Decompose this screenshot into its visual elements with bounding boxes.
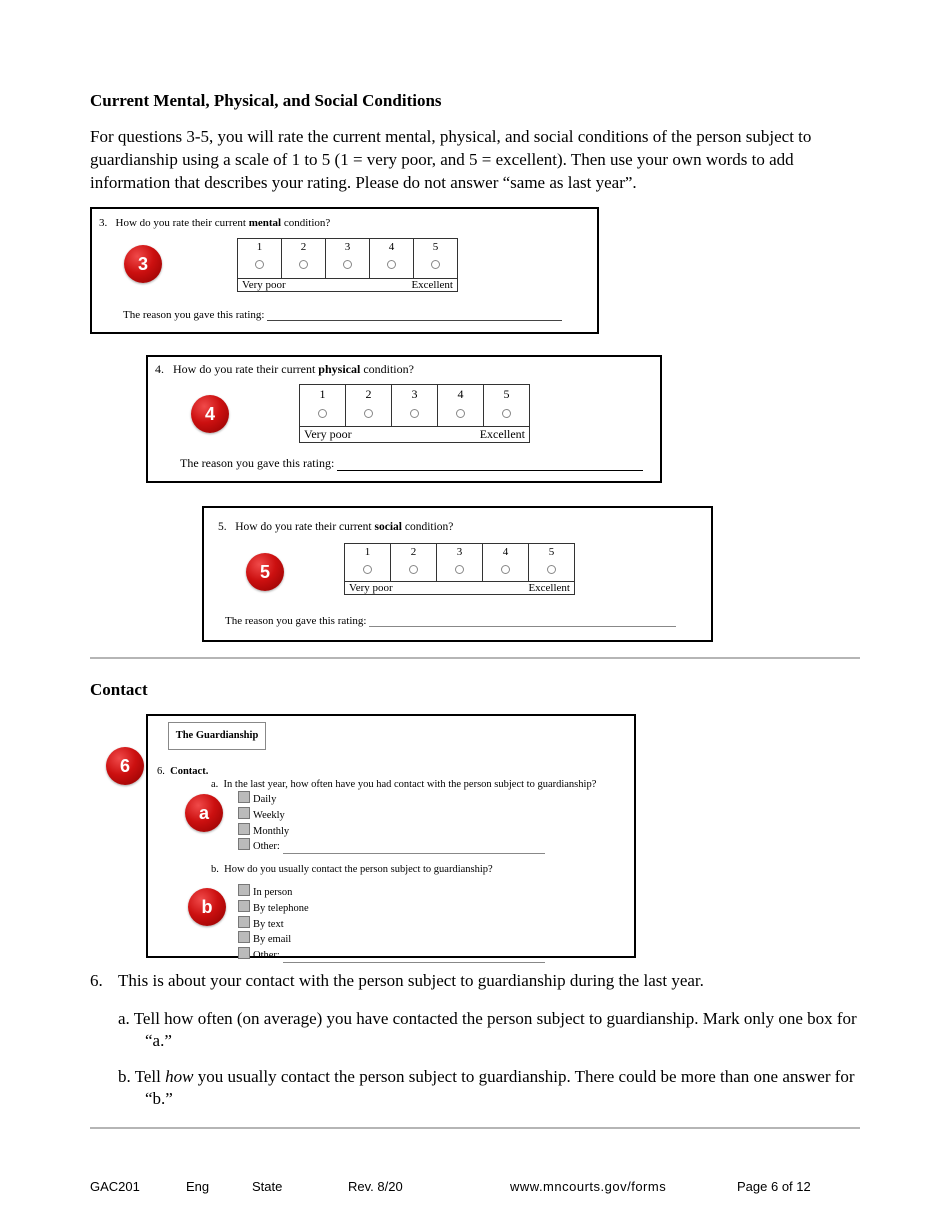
footer-url[interactable]: www.mncourts.gov/forms: [510, 1179, 667, 1194]
rating-option-5[interactable]: 5: [484, 385, 530, 427]
rating-scale-4: [299, 384, 530, 443]
question-b-badge: b: [188, 888, 226, 926]
rating-option-5[interactable]: 5: [529, 544, 575, 582]
reason-field-4[interactable]: The reason you gave this rating:: [180, 456, 643, 471]
rating-option-2[interactable]: 2: [346, 385, 392, 427]
question-5-box: [202, 506, 713, 642]
instruction-b: b. Tell how you usually contact the person subject to guardianship. There could be more than one answer for “b.”: [118, 1067, 855, 1108]
rating-option-2[interactable]: 2: [282, 239, 326, 279]
rating-option-1[interactable]: 1: [345, 544, 391, 582]
checkbox-icon: [238, 791, 250, 803]
checkbox-icon: [238, 807, 250, 819]
radio-icon[interactable]: [502, 409, 511, 418]
instruction-main: 6. This is about your contact with the person subject to guardianship during the last year.: [90, 971, 704, 990]
rating-scale-3: [237, 238, 458, 292]
footer-form-id: GAC201: [90, 1179, 140, 1194]
radio-icon[interactable]: [501, 565, 510, 574]
question-5-text: 5. How do you rate their current social condition?: [218, 521, 454, 533]
option-email[interactable]: By email: [238, 931, 545, 947]
contact-question-label: 6. Contact.: [157, 766, 209, 777]
rating-scale-5: [344, 543, 575, 595]
radio-icon[interactable]: [318, 409, 327, 418]
reason-field-5[interactable]: The reason you gave this rating:: [225, 615, 676, 627]
radio-icon[interactable]: [343, 260, 352, 269]
section-title-contact: Contact: [90, 680, 148, 699]
option-in-person[interactable]: In person: [238, 884, 545, 900]
checkbox-icon: [238, 900, 250, 912]
checkbox-icon: [238, 947, 250, 959]
checkbox-icon: [238, 916, 250, 928]
radio-icon[interactable]: [456, 409, 465, 418]
question-6-badge: 6: [106, 747, 144, 785]
option-monthly[interactable]: Monthly: [238, 823, 545, 839]
radio-icon[interactable]: [363, 565, 372, 574]
option-daily[interactable]: Daily: [238, 791, 545, 807]
rating-option-5[interactable]: 5: [414, 239, 458, 279]
guardianship-header: The Guardianship: [168, 722, 266, 750]
checkbox-icon: [238, 838, 250, 850]
radio-icon[interactable]: [364, 409, 373, 418]
radio-icon[interactable]: [299, 260, 308, 269]
footer-type: State: [252, 1179, 283, 1194]
section-title-conditions: Current Mental, Physical, and Social Conditions: [90, 91, 442, 110]
question-4-badge: 4: [191, 395, 229, 433]
rating-option-4[interactable]: 4: [483, 544, 529, 582]
rating-option-3[interactable]: 3: [326, 239, 370, 279]
rating-option-2[interactable]: 2: [391, 544, 437, 582]
footer-page-number: Page 6 of 12: [737, 1179, 811, 1194]
footer-divider: [90, 1127, 860, 1129]
contact-question-a: a. In the last year, how often have you had contact with the person subject to guardianship?: [211, 779, 597, 790]
footer-language: Eng: [186, 1179, 210, 1194]
scale-labels: Very poor Excellent: [345, 582, 575, 595]
option-other-b[interactable]: Other:: [238, 947, 545, 963]
rating-option-4[interactable]: 4: [370, 239, 414, 279]
rating-option-3[interactable]: 3: [437, 544, 483, 582]
question-4-text: 4. How do you rate their current physical condition?: [155, 362, 414, 376]
instruction-a: a. Tell how often (on average) you have contacted the person subject to guardianship. Mark only one box for “a.”: [118, 1009, 857, 1050]
option-telephone[interactable]: By telephone: [238, 900, 545, 916]
section-divider: [90, 657, 860, 659]
rating-option-1[interactable]: 1: [238, 239, 282, 279]
question-3-badge: 3: [124, 245, 162, 283]
scale-labels: Very poor Excellent: [300, 427, 530, 443]
radio-icon[interactable]: [409, 565, 418, 574]
contact-question-b: b. How do you usually contact the person subject to guardianship?: [211, 864, 493, 875]
question-3-text: 3. How do you rate their current mental condition?: [99, 217, 331, 229]
radio-icon[interactable]: [547, 565, 556, 574]
question-5-badge: 5: [246, 553, 284, 591]
radio-icon[interactable]: [255, 260, 264, 269]
rating-option-3[interactable]: 3: [392, 385, 438, 427]
option-weekly[interactable]: Weekly: [238, 807, 545, 823]
radio-icon[interactable]: [431, 260, 440, 269]
checkbox-icon: [238, 931, 250, 943]
question-4-box: [146, 355, 662, 483]
frequency-options: [238, 791, 545, 854]
footer-revision: Rev. 8/20: [348, 1179, 403, 1194]
radio-icon[interactable]: [410, 409, 419, 418]
option-text[interactable]: By text: [238, 916, 545, 932]
scale-labels: Very poor Excellent: [238, 279, 458, 292]
contact-form-box: [146, 714, 636, 962]
radio-icon[interactable]: [387, 260, 396, 269]
question-3-box: [90, 207, 599, 334]
method-options: [238, 884, 545, 963]
checkbox-icon: [238, 884, 250, 896]
rating-option-1[interactable]: 1: [300, 385, 346, 427]
option-other-a[interactable]: Other:: [238, 838, 545, 854]
section-intro: For questions 3-5, you will rate the current mental, physical, and social conditions of the person subject to guardianship using a scale of 1 to 5 (1 = very poor, and 5 = excellent). Then use your own words to add information that describes your rating. Please do not answer “same as last year”.: [90, 127, 812, 192]
reason-field-3[interactable]: The reason you gave this rating:: [123, 309, 562, 321]
radio-icon[interactable]: [455, 565, 464, 574]
rating-option-4[interactable]: 4: [438, 385, 484, 427]
question-a-badge: a: [185, 794, 223, 832]
checkbox-icon: [238, 823, 250, 835]
